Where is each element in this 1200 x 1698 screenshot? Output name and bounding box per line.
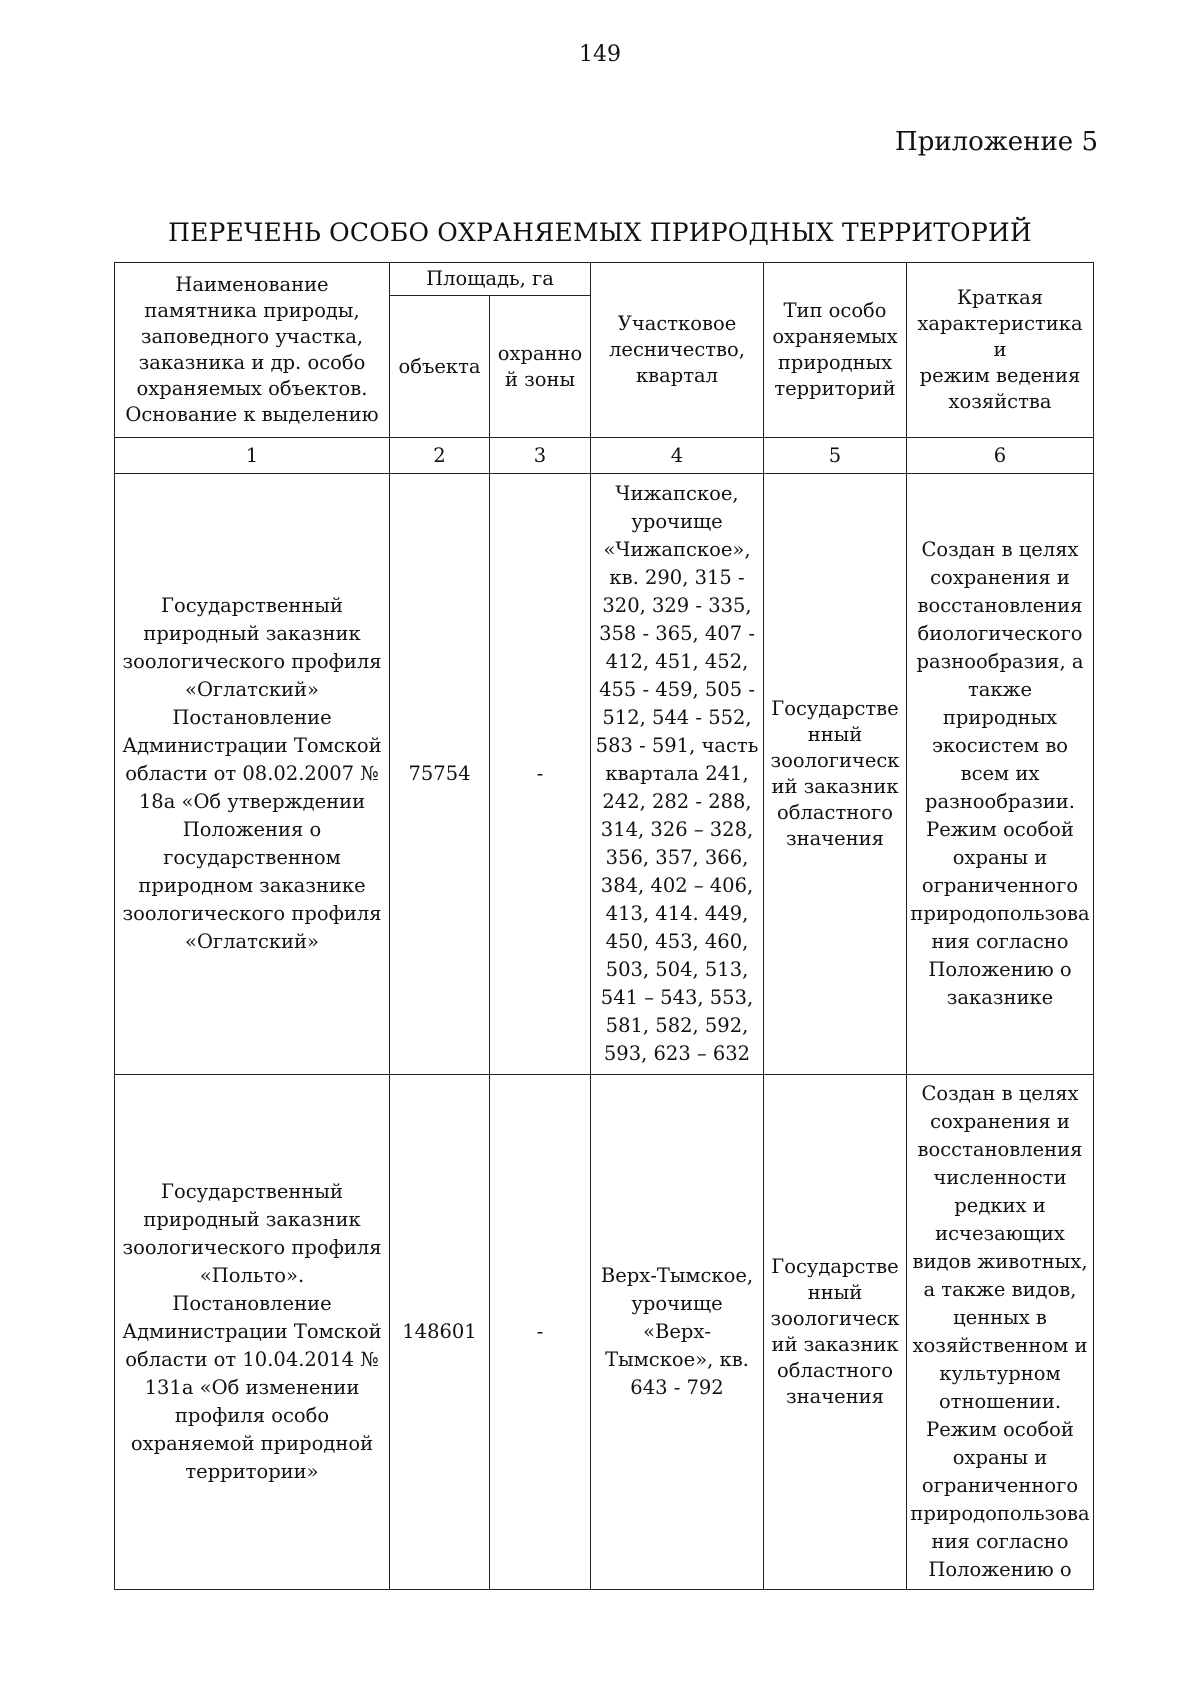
- column-number: 1: [115, 438, 390, 474]
- header-area-buffer: охранно й зоны: [490, 296, 591, 438]
- column-number: 5: [764, 438, 907, 474]
- area-object: 75754: [390, 474, 490, 1075]
- header-type: Тип особо охраняемых природных территорий: [764, 263, 907, 438]
- header-row-top: [115, 263, 1094, 296]
- table-row: [115, 474, 1094, 1075]
- reserve-name: Государственный природный заказник зоологического профиля «Польто». Постановление Администрации Томской области от 10.04.2014 № 131а «Об изменении профиля особо охраняемой природной территории»: [115, 1075, 390, 1590]
- table-row: [115, 1075, 1094, 1590]
- forestry-quarters: Чижапское, урочище «Чижапское», кв. 290, 315 - 320, 329 - 335, 358 - 365, 407 - 412, 451, 452, 455 - 459, 505 - 512, 544 - 552, 583 - 591, часть квартала 241, 242, 282 - 288, 314, 326 – 328, 356, 357, 366, 384, 402 – 406, 413, 414. 449, 450, 453, 460, 503, 504, 513, 541 – 543, 553, 581, 582, 592, 593, 623 – 632: [591, 474, 764, 1075]
- area-object: 148601: [390, 1075, 490, 1590]
- column-number-row: [115, 438, 1094, 474]
- header-forestry: Участковое лесничество, квартал: [591, 263, 764, 438]
- page-number: 149: [579, 42, 621, 67]
- appendix-label: Приложение 5: [895, 127, 1098, 157]
- forestry-quarters: Верх-Тымское, урочище «Верх- Тымское», кв. 643 - 792: [591, 1075, 764, 1590]
- document-title: ПЕРЕЧЕНЬ ОСОБО ОХРАНЯЕМЫХ ПРИРОДНЫХ ТЕРРИТОРИЙ: [168, 218, 1032, 247]
- territory-type: Государстве нный зоологическ ий заказник областного значения: [764, 474, 907, 1075]
- header-description: Краткая характеристика и режим ведения хозяйства: [907, 263, 1094, 438]
- protected-areas-table: [114, 262, 1094, 1590]
- header-area-object: объекта: [390, 296, 490, 438]
- column-number: 2: [390, 438, 490, 474]
- column-number: 4: [591, 438, 764, 474]
- description: Создан в целях сохранения и восстановления численности редких и исчезающих видов животных, а также видов, ценных в хозяйственном и культурном отношении. Режим особой охраны и ограниченного природопользова ния согласно Положению о: [907, 1075, 1094, 1590]
- reserve-name: Государственный природный заказник зоологического профиля «Оглатский» Постановление Администрации Томской области от 08.02.2007 № 18а «Об утверждении Положения о государственном природном заказнике зоологического профиля «Оглатский»: [115, 474, 390, 1075]
- area-buffer: -: [490, 1075, 591, 1590]
- column-number: 3: [490, 438, 591, 474]
- area-buffer: -: [490, 474, 591, 1075]
- description: Создан в целях сохранения и восстановления биологического разнообразия, а также природных экосистем во всем их разнообразии. Режим особой охраны и ограниченного природопользова ния согласно Положению о заказнике: [907, 474, 1094, 1075]
- territory-type: Государстве нный зоологическ ий заказник областного значения: [764, 1075, 907, 1590]
- header-area-group: Площадь, га: [390, 263, 591, 296]
- header-name: Наименование памятника природы, заповедного участка, заказника и др. особо охраняемых объектов. Основание к выделению: [115, 263, 390, 438]
- column-number: 6: [907, 438, 1094, 474]
